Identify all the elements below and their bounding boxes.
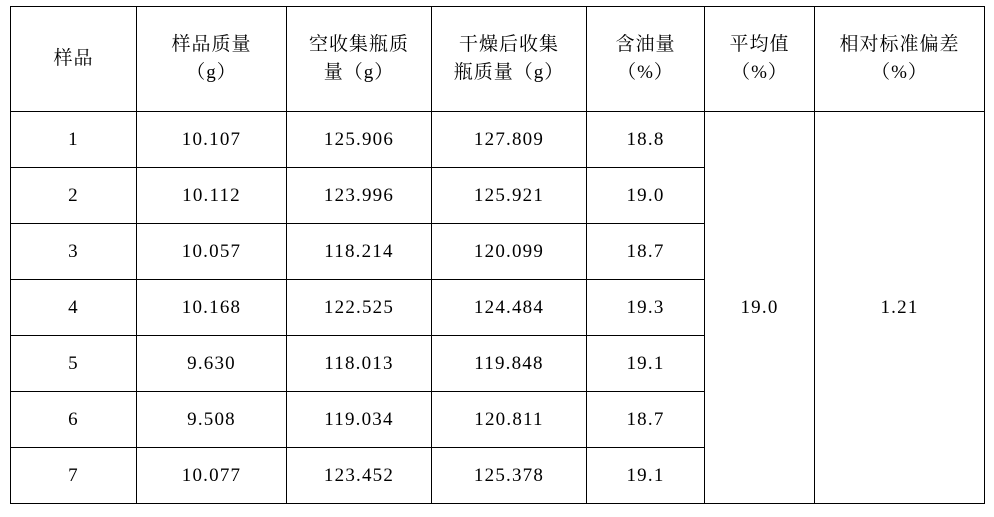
cell-empty-bottle: 123.452	[287, 448, 432, 504]
cell-dried-bottle: 127.809	[432, 112, 587, 168]
cell-oil-content: 18.8	[587, 112, 705, 168]
cell-dried-bottle: 124.484	[432, 280, 587, 336]
column-header-dried-bottle-mass-line1: 干燥后收集	[458, 34, 559, 56]
cell-sample: 5	[11, 336, 137, 392]
cell-sample: 1	[11, 112, 137, 168]
cell-empty-bottle: 123.996	[287, 168, 432, 224]
cell-mass: 10.107	[137, 112, 287, 168]
column-header-rsd-line2: （%）	[871, 62, 928, 83]
cell-sample: 6	[11, 392, 137, 448]
table-header	[11, 7, 985, 112]
table-body	[11, 112, 985, 504]
cell-mass: 10.112	[137, 168, 287, 224]
cell-sample: 7	[11, 448, 137, 504]
table-row	[11, 112, 985, 168]
cell-oil-content: 19.1	[587, 448, 705, 504]
cell-dried-bottle: 120.099	[432, 224, 587, 280]
cell-empty-bottle: 125.906	[287, 112, 432, 168]
cell-dried-bottle: 119.848	[432, 336, 587, 392]
cell-mass: 10.168	[137, 280, 287, 336]
column-header-oil-content-line2: （%）	[617, 62, 674, 83]
column-header-sample	[11, 7, 137, 112]
column-header-rsd	[815, 7, 985, 112]
column-header-sample-mass	[137, 7, 287, 112]
cell-sample: 4	[11, 280, 137, 336]
column-header-average-line2: （%）	[731, 62, 788, 83]
column-header-sample-mass-line2: （g）	[186, 62, 237, 83]
cell-oil-content: 19.0	[587, 168, 705, 224]
cell-empty-bottle: 118.214	[287, 224, 432, 280]
column-header-empty-bottle-mass-line2: 量（g）	[323, 62, 395, 83]
column-header-oil-content-line1: 含油量	[615, 34, 676, 56]
column-header-dried-bottle-mass	[432, 7, 587, 112]
cell-empty-bottle: 122.525	[287, 280, 432, 336]
column-header-oil-content	[587, 7, 705, 112]
oil-content-table	[10, 6, 985, 504]
cell-empty-bottle: 119.034	[287, 392, 432, 448]
column-header-empty-bottle-mass	[287, 7, 432, 112]
cell-sample: 2	[11, 168, 137, 224]
cell-oil-content: 19.3	[587, 280, 705, 336]
cell-dried-bottle: 125.378	[432, 448, 587, 504]
column-header-rsd-line1: 相对标准偏差	[839, 34, 960, 56]
cell-mass: 9.508	[137, 392, 287, 448]
cell-oil-content: 18.7	[587, 392, 705, 448]
cell-oil-content: 19.1	[587, 336, 705, 392]
column-header-sample-mass-line1: 样品质量	[171, 34, 252, 56]
cell-sample: 3	[11, 224, 137, 280]
column-header-dried-bottle-mass-line2: 瓶质量（g）	[453, 62, 565, 83]
cell-mass: 10.077	[137, 448, 287, 504]
cell-oil-content: 18.7	[587, 224, 705, 280]
cell-mass: 10.057	[137, 224, 287, 280]
cell-rsd: 1.21	[815, 112, 985, 504]
cell-dried-bottle: 125.921	[432, 168, 587, 224]
cell-average: 19.0	[705, 112, 815, 504]
column-header-sample-line1: 样品	[53, 48, 94, 70]
cell-dried-bottle: 120.811	[432, 392, 587, 448]
header-row	[11, 7, 985, 112]
column-header-average	[705, 7, 815, 112]
cell-mass: 9.630	[137, 336, 287, 392]
column-header-average-line1: 平均值	[729, 34, 790, 56]
cell-empty-bottle: 118.013	[287, 336, 432, 392]
column-header-empty-bottle-mass-line1: 空收集瓶质	[308, 34, 409, 56]
